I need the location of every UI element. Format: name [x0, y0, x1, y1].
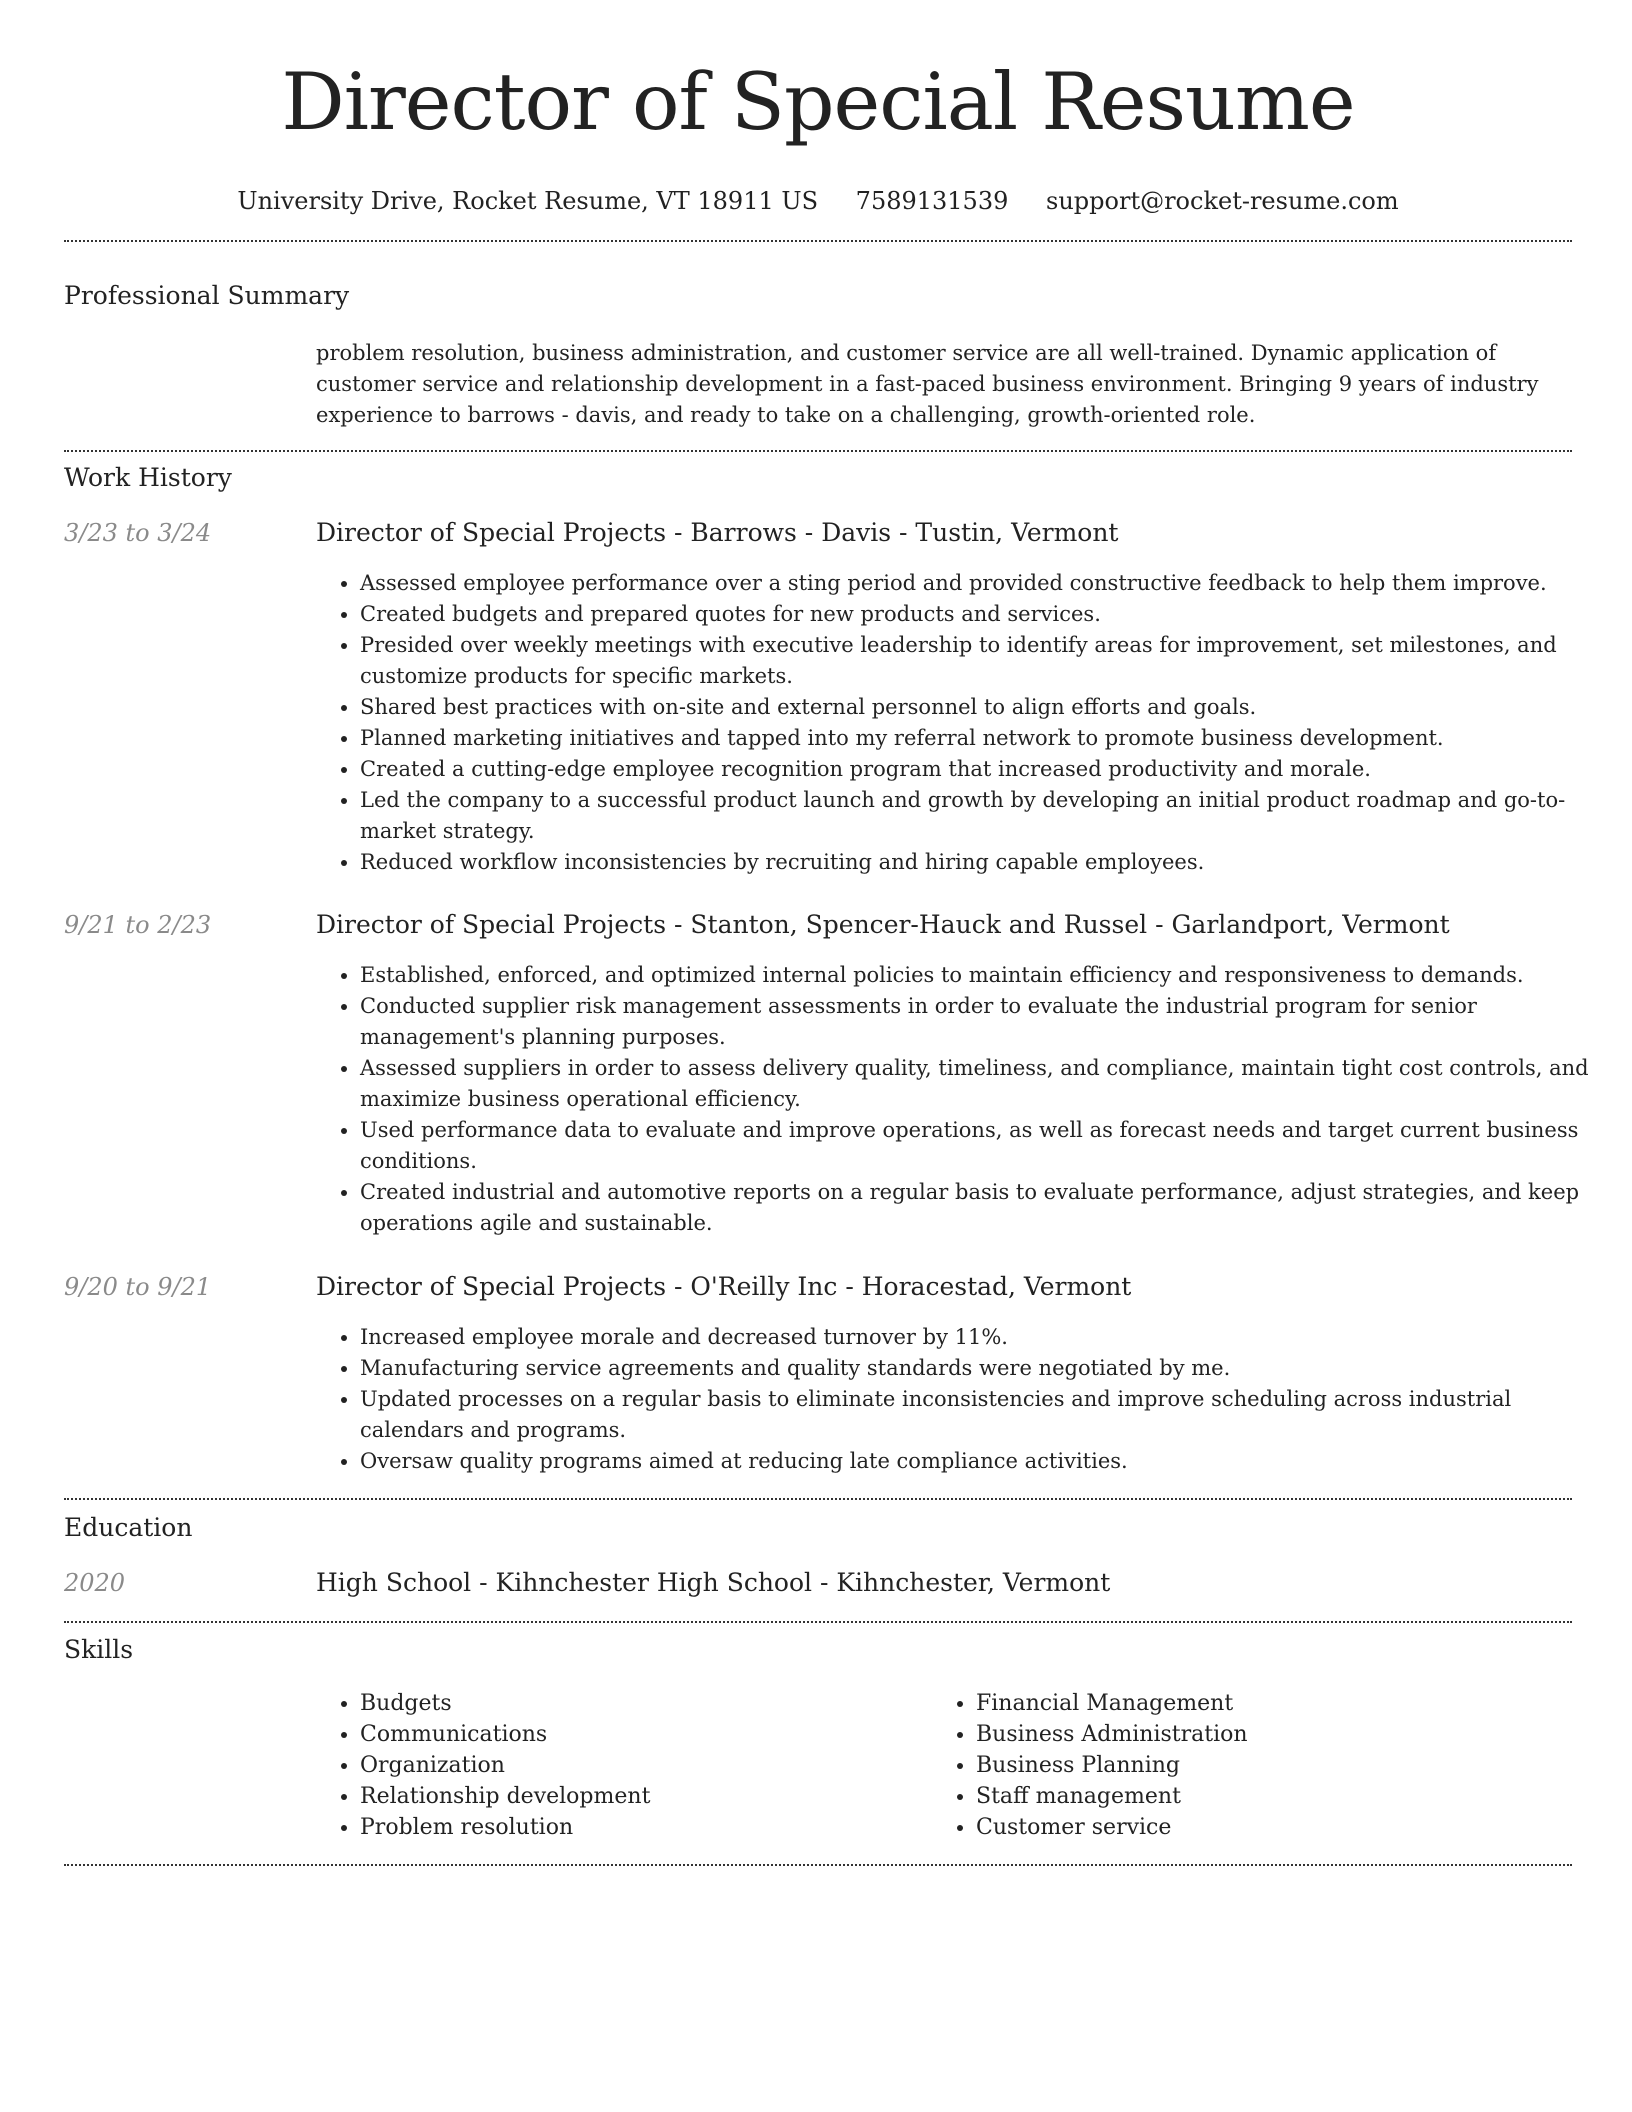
job-bullet: • Created industrial and automotive reports on a regular basis to evaluate performance, adjust strategies, and keep operations agile and sustainable. — [360, 1177, 1616, 1239]
education-divider — [64, 1621, 1572, 1623]
education-title: Education — [64, 1513, 193, 1542]
job-title: Director of Special Projects - Barrows - Davis - Tustin, Vermont — [316, 518, 1119, 547]
summary-text: problem resolution, business administration, and customer service are all well-trained. Dynamic application of customer service and relationship development in a fast-paced business environment. Bringing 9 years of industry experience to barrows - davis, and ready to take on a challenging, growth-oriented role. — [316, 341, 1539, 427]
job-bullet: • Shared best practices with on-site and external personnel to align efforts and goals. — [360, 692, 1616, 723]
job-bullet: • Planned marketing initiatives and tapped into my referral network to promote business development. — [360, 723, 1616, 754]
skills-list-right — [932, 1688, 1576, 1843]
skills-list-left — [316, 1688, 930, 1843]
skill-item: • Problem resolution — [360, 1812, 930, 1843]
summary-title: Professional Summary — [64, 281, 350, 310]
skill-item: • Business Administration — [976, 1719, 1576, 1750]
job-bullets — [316, 960, 1616, 1239]
job-bullet: • Created budgets and prepared quotes for new products and services. — [360, 599, 1616, 630]
job-bullet: • Increased employee morale and decreased turnover by 11%. — [360, 1322, 1616, 1353]
header-divider — [64, 240, 1572, 242]
job-bullet: • Used performance data to evaluate and improve operations, as well as forecast needs and target current business conditions. — [360, 1115, 1616, 1177]
work-divider — [64, 1498, 1572, 1500]
contact-phone: 7589131539 — [855, 187, 1009, 215]
education-entry: High School - Kihnchester High School - Kihnchester, Vermont — [316, 1568, 1111, 1597]
job-bullets — [316, 1322, 1616, 1477]
contact-address: University Drive, Rocket Resume, VT 18911 US — [237, 187, 819, 215]
job-bullet: • Created a cutting-edge employee recognition program that increased productivity and morale. — [360, 754, 1616, 785]
skill-item: • Communications — [360, 1719, 930, 1750]
job-bullet: • Conducted supplier risk management assessments in order to evaluate the industrial program for senior management's planning purposes. — [360, 991, 1616, 1053]
skill-item: • Staff management — [976, 1781, 1576, 1812]
contact-email: support@rocket-resume.com — [1046, 187, 1399, 215]
skill-item: • Relationship development — [360, 1781, 930, 1812]
job-bullet: • Presided over weekly meetings with executive leadership to identify areas for improvement, set milestones, and customize products for specific markets. — [360, 630, 1616, 692]
summary-divider — [64, 450, 1572, 452]
skills-divider — [64, 1864, 1572, 1866]
job-bullet: • Updated processes on a regular basis to eliminate inconsistencies and improve scheduling across industrial calendars and programs. — [360, 1384, 1616, 1446]
skill-item: • Financial Management — [976, 1688, 1576, 1719]
job-dates: 9/20 to 9/21 — [64, 1273, 212, 1301]
job-title: Director of Special Projects - O'Reilly Inc - Horacestad, Vermont — [316, 1272, 1132, 1301]
job-bullet: • Assessed suppliers in order to assess delivery quality, timeliness, and compliance, maintain tight cost controls, and maximize business operational efficiency. — [360, 1053, 1616, 1115]
skill-item: • Customer service — [976, 1812, 1576, 1843]
job-bullet: • Led the company to a successful product launch and growth by developing an initial product roadmap and go-to-market strategy. — [360, 785, 1616, 847]
job-dates: 9/21 to 2/23 — [64, 911, 212, 939]
skills-title: Skills — [64, 1635, 134, 1664]
job-bullet: • Manufacturing service agreements and quality standards were negotiated by me. — [360, 1353, 1616, 1384]
resume-name: Director of Special Resume — [281, 56, 1355, 148]
job-bullet: • Reduced workflow inconsistencies by recruiting and hiring capable employees. — [360, 847, 1616, 878]
skill-item: • Budgets — [360, 1688, 930, 1719]
job-bullet: • Assessed employee performance over a sting period and provided constructive feedback to help them improve. — [360, 568, 1616, 599]
job-dates: 3/23 to 3/24 — [64, 519, 212, 547]
work-title: Work History — [64, 463, 232, 492]
resume-page — [64, 0, 1589, 1840]
job-bullet: • Established, enforced, and optimized internal policies to maintain efficiency and responsiveness to demands. — [360, 960, 1616, 991]
skill-item: • Organization — [360, 1750, 930, 1781]
education-year: 2020 — [64, 1569, 126, 1597]
contact-line — [64, 186, 1572, 216]
job-bullets — [316, 568, 1616, 878]
job-bullet: • Oversaw quality programs aimed at reducing late compliance activities. — [360, 1446, 1616, 1477]
skill-item: • Business Planning — [976, 1750, 1576, 1781]
job-title: Director of Special Projects - Stanton, Spencer-Hauck and Russel - Garlandport, Vermont — [316, 910, 1450, 939]
